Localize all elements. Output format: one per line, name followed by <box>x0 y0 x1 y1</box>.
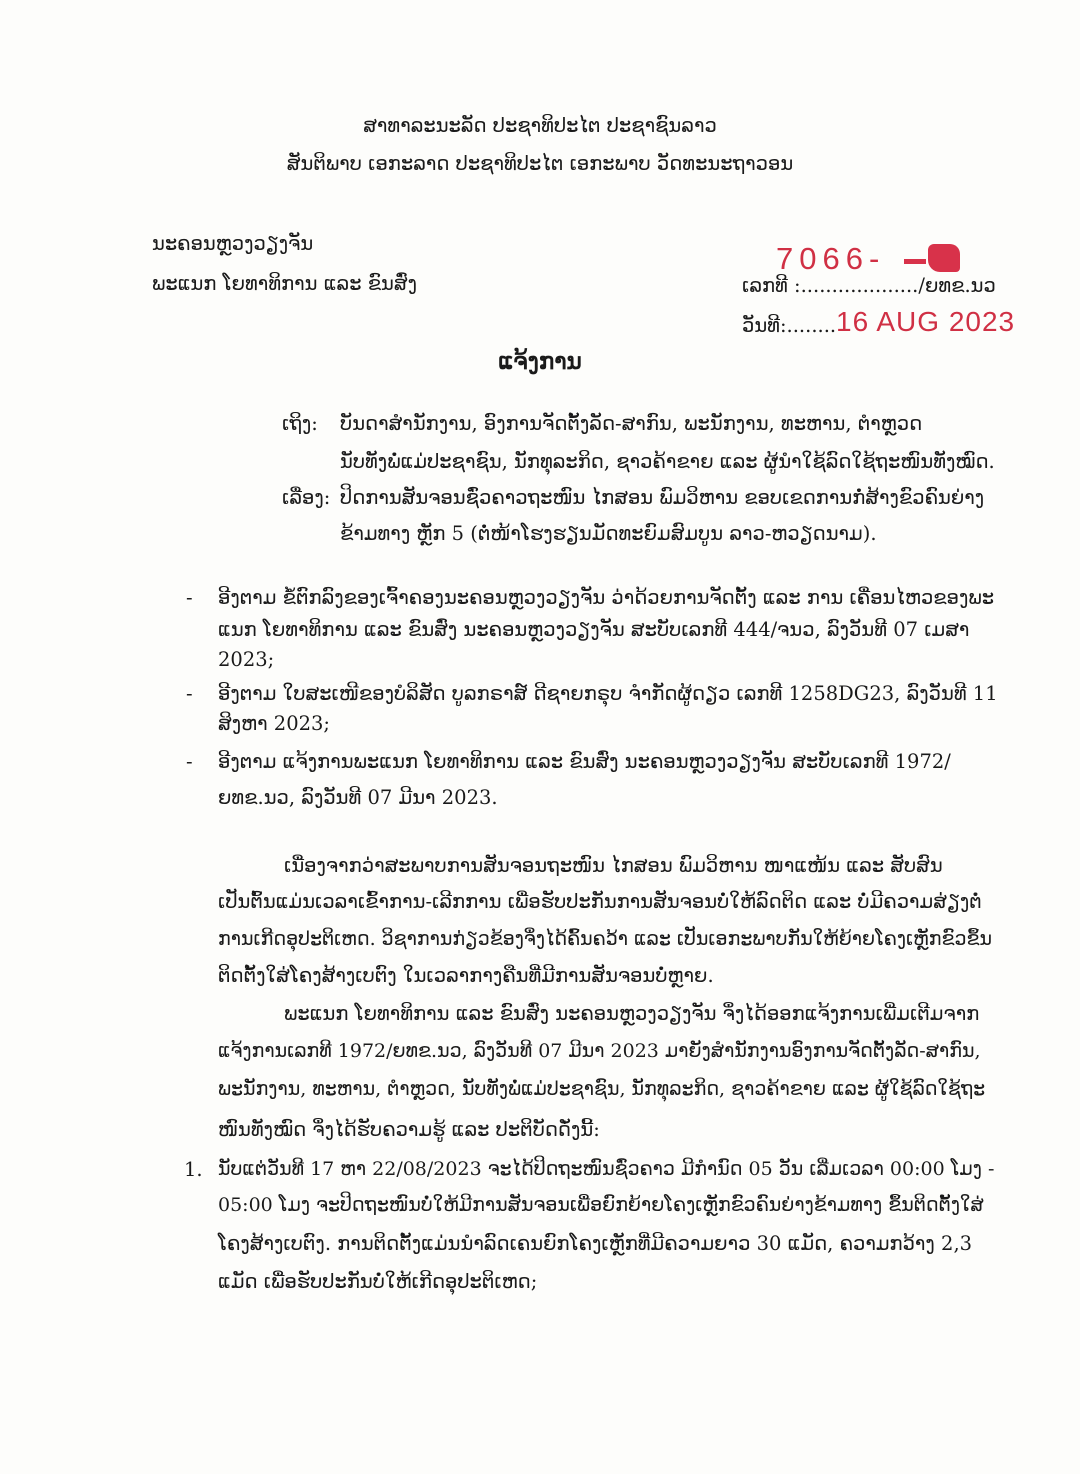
document-title: ແຈ້ງການ <box>498 348 582 375</box>
reference-number-dots: ................... <box>800 274 919 297</box>
body-paragraph-1-line-4: ຕິດຕັ້ງໃສ່ໂຄງສ້າງເບຕົງ ໃນເວລາກາງຄືນທີ່ມີການສັນຈອນບໍ່ຫຼາຍ. <box>218 964 714 987</box>
reference-3-line-1: ອີງຕາມ ແຈ້ງການພະແນກ ໂຍທາທິການ ແລະ ຂົນສົ່ງ ນະຄອນຫຼວງວຽງຈັນ ສະບັບເລກທີ 1972/ <box>218 750 951 773</box>
reference-3-marker: - <box>186 750 193 773</box>
reference-number <box>742 274 996 297</box>
item-1-line-1: ນັບແຕ່ວັນທີ 17 ຫາ 22/08/2023 ຈະໄດ້ປິດຖະໜົນຊົ່ວຄາວ ມີກຳນົດ 05 ວັນ ເລີ່ມເວລາ 00:00 ໂມງ - <box>218 1158 995 1180</box>
reference-date <box>742 314 836 337</box>
item-1-marker: 1. <box>184 1158 203 1181</box>
body-paragraph-2-line-1: ພະແນກ ໂຍທາທິການ ແລະ ຂົນສົ່ງ ນະຄອນຫຼວງວຽງຈັນ ຈຶ່ງໄດ້ອອກແຈ້ງການເພີ່ມເຕີມຈາກ <box>284 1002 980 1025</box>
item-1-line-3: ໂຄງສ້າງເບຕົງ. ການຕິດຕັ້ງແມ່ນນຳລົດເຄນຍົກໂຄງເຫຼັກທີ່ມີຄວາມຍາວ 30 ແມັດ, ຄວາມກວ້າງ 2,3 <box>218 1232 973 1255</box>
reference-date-label: ວັນທີ: <box>742 314 787 337</box>
reference-1-line-1: ອີງຕາມ ຂໍ້ຕົກລົງຂອງເຈົ້າຄອງນະຄອນຫຼວງວຽງຈັນ ວ່າດ້ວຍການຈັດຕັ້ງ ແລະ ການ ເຄື່ອນໄຫວຂອງພະ <box>218 586 995 609</box>
body-paragraph-2-line-3: ພະນັກງານ, ທະຫານ, ຕຳຫຼວດ, ນັບທັງພໍ່ແມ່ປະຊາຊົນ, ນັກທຸລະກິດ, ຊາວຄ້າຂາຍ ແລະ ຜູ້ໃຊ້ລົດໃຊ້ຖະ <box>218 1078 986 1100</box>
body-paragraph-1-line-2: ເປັນຕົ້ນແມ່ນເວລາເຂົ້າການ-ເລີກການ ເພື່ອຮັບປະກັນການສັນຈອນບໍ່ໃຫ້ລົດຕິດ ແລະ ບໍ່ມີຄວາມສ່ຽງຕໍ່ <box>218 890 982 913</box>
national-motto-line-2: ສັນຕິພາບ ເອກະລາດ ປະຊາທິປະໄຕ ເອກະພາບ ວັດທະນະຖາວອນ <box>286 152 794 175</box>
subject-label: ເລື່ອງ: <box>282 486 331 509</box>
reference-number-suffix: /ຍທຂ.ນວ <box>918 274 996 297</box>
recipients-line-1: ບັນດາສຳນັກງານ, ອົງການຈັດຕັ້ງລັດ-ສາກົນ, ພະນັກງານ, ທະຫານ, ຕຳຫຼວດ <box>340 412 923 435</box>
reference-2-line-2: ສິງຫາ 2023; <box>218 712 330 735</box>
recipients-label: ເຖິງ: <box>282 412 318 435</box>
reference-1-marker: - <box>186 586 193 609</box>
reference-2-line-1: ອີງຕາມ ໃບສະເໜີຂອງບໍລິສັດ ບູລກຣາສ໌ ດີຊາຍກຣຸບ ຈຳກັດຜູ້ດຽວ ເລກທີ 1258DG23, ລົງວັນທີ 11 <box>218 682 998 705</box>
reference-3-line-2: ຍທຂ.ນວ, ລົງວັນທີ 07 ມີນາ 2023. <box>218 786 498 809</box>
item-1-line-4: ແມັດ ເພື່ອຮັບປະກັນບໍ່ໃຫ້ເກີດອຸປະຕິເຫດ; <box>218 1270 538 1293</box>
stamp-dash-mark <box>904 259 926 264</box>
sender-city: ນະຄອນຫຼວງວຽງຈັນ <box>152 232 314 255</box>
sender-department: ພະແນກ ໂຍທາທິການ ແລະ ຂົນສົ່ງ <box>152 272 418 295</box>
reference-number-label: ເລກທີ : <box>742 274 801 297</box>
stamp-blob-mark <box>928 244 960 272</box>
recipients-line-2: ນັບທັງພໍ່ແມ່ປະຊາຊົນ, ນັກທຸລະກິດ, ຊາວຄ້າຂາຍ ແລະ ຜູ້ນຳໃຊ້ລົດໃຊ້ຖະໜົນທັງໝົດ. <box>340 450 995 473</box>
national-motto-line-1: ສາທາລະນະລັດ ປະຊາທິປະໄຕ ປະຊາຊົນລາວ <box>363 114 717 137</box>
subject-line-1: ປິດການສັນຈອນຊົ່ວຄາວຖະໜົນ ໄກສອນ ພົມວິຫານ ຂອບເຂດການກໍ່ສ້າງຂົວຄົນຍ່າງ <box>340 486 985 509</box>
subject-line-2: ຂ້າມທາງ ຫຼັກ 5 (ຕໍ່ໜ້າໂຮງຮຽນມັດທະຍົມສົມບູນ ລາວ-ຫວຽດນາມ). <box>340 522 877 545</box>
stamp-number: 7066- <box>776 241 886 276</box>
item-1-line-2: 05:00 ໂມງ ຈະປິດຖະໜົນບໍ່ໃຫ້ມີການສັນຈອນເພື່ອຍົກຍ້າຍໂຄງເຫຼັກຂົວຄົນຍ່າງຂ້າມທາງ ຂຶ້ນຕິດຕັ້ງໃສ່ <box>218 1194 984 1216</box>
body-paragraph-1-line-3: ການເກີດອຸປະຕິເຫດ. ວິຊາການກ່ຽວຂ້ອງຈຶ່ງໄດ້ຄົ້ນຄວ້າ ແລະ ເປັນເອກະພາບກັນໃຫ້ຍ້າຍໂຄງເຫຼັກຂົວຂຶ້ນ <box>218 928 992 950</box>
reference-date-dots: ........ <box>786 314 837 337</box>
body-paragraph-2-line-2: ແຈ້ງການເລກທີ 1972/ຍທຂ.ນວ, ລົງວັນທີ 07 ມີນາ 2023 ມາຍັງສຳນັກງານອົງການຈັດຕັ້ງລັດ-ສາກົນ, <box>218 1040 981 1062</box>
stamp-date: 16 AUG 2023 <box>836 306 1016 337</box>
body-paragraph-1-line-1: ເນື່ອງຈາກວ່າສະພາບການສັນຈອນຖະໜົນ ໄກສອນ ພົມວິຫານ ໜາແໜ້ນ ແລະ ສັບສົນ <box>284 854 943 877</box>
reference-1-line-2: ແນກ ໂຍທາທິການ ແລະ ຂົນສົ່ງ ນະຄອນຫຼວງວຽງຈັນ ສະບັບເລກທີ 444/ຈນວ, ລົງວັນທີ 07 ເມສາ <box>218 618 970 641</box>
reference-2-marker: - <box>186 682 193 705</box>
reference-1-line-3: 2023; <box>218 648 275 671</box>
body-paragraph-2-line-4: ໜົນທັງໝົດ ຈຶ່ງໄດ້ຮັບຄວາມຮູ້ ແລະ ປະຕິບັດດັ່ງນີ້: <box>218 1118 600 1141</box>
